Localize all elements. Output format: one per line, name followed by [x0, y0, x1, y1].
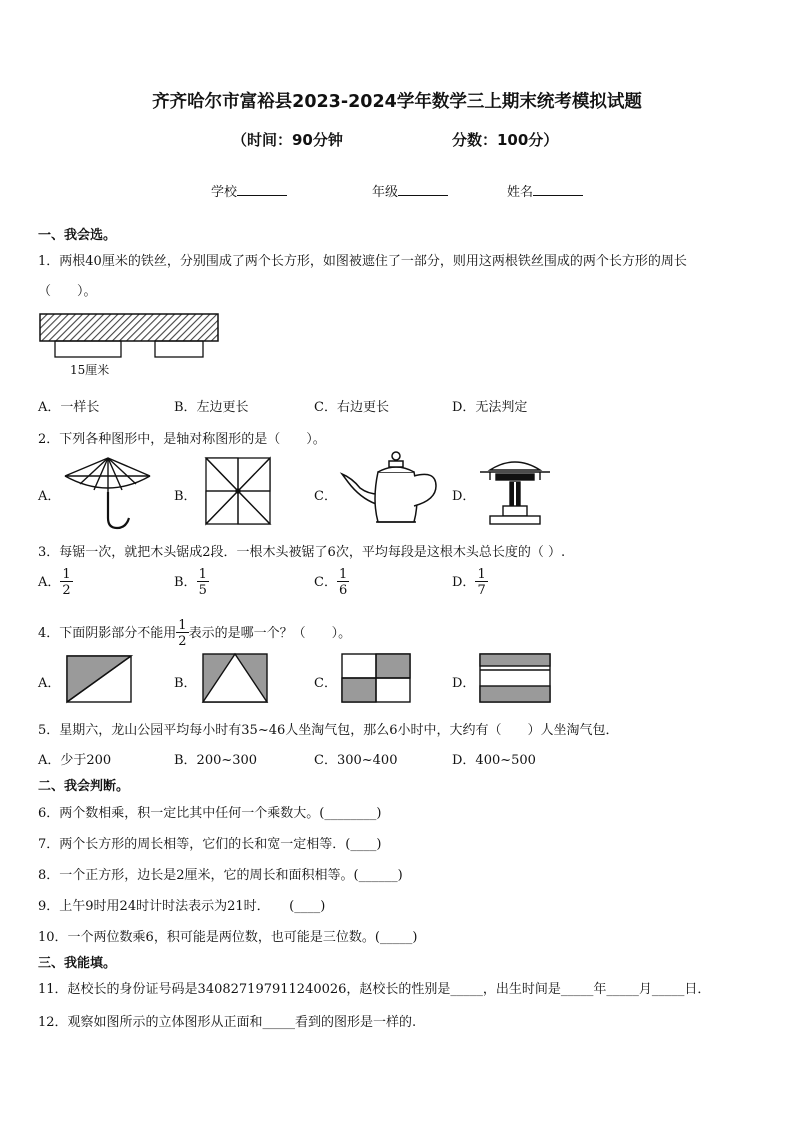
section3-heading: 三、我能填。: [38, 956, 117, 971]
q3-option-b-fraction: $\frac{1}{5}$: [198, 567, 207, 598]
q5-option-d[interactable]: D．400~500: [452, 753, 536, 768]
q4-text-before: 4．下面阴影部分不能用: [38, 626, 177, 641]
name-label: 姓名: [507, 185, 534, 200]
q1-option-b[interactable]: B．左边更长: [174, 400, 249, 415]
q2-option-a[interactable]: A．: [38, 489, 61, 504]
judge-item-6: 6．两个数相乘，积一定比其中任何一个乘数大。(________): [38, 806, 382, 821]
q1-text-line2: （ ）。: [38, 284, 97, 299]
judge-item-8: 8．一个正方形，边长是2厘米，它的周长和面积相等。(______): [38, 868, 403, 883]
q1-option-c[interactable]: C．右边更长: [314, 400, 389, 415]
q4-option-a[interactable]: A．: [38, 676, 61, 691]
q3-option-b-label: B．: [174, 575, 197, 590]
q3-option-c-label: C．: [314, 575, 337, 590]
grade-label: 年级: [372, 185, 399, 200]
q5-text: 5．星期六，龙山公园平均每小时有35~46人坐淘气包，那么6小时中，大约有（ ）人坐淘气包．: [38, 723, 619, 738]
q2-option-b[interactable]: B．: [174, 489, 197, 504]
page-title: 齐齐哈尔市富裕县2023-2024学年数学三上期末统考模拟试题: [152, 92, 642, 112]
q3-option-c-fraction: $\frac{1}{6}$: [338, 567, 348, 598]
fill-item-12: 12．观察如图所示的立体图形从正面和_____看到的图形是一样的.: [38, 1015, 417, 1030]
q3-option-d-fraction: $\frac{1}{7}$: [477, 567, 486, 598]
q4-text-after: 表示的是哪一个？（ ）。: [188, 626, 352, 641]
q1-option-d[interactable]: D．无法判定: [452, 400, 528, 415]
q4-option-b[interactable]: B．: [174, 676, 197, 691]
fill-item-11: 11．赵校长的身份证号码是340827197911240026，赵校长的性别是_____，出生时间是_____年_____月_____日．: [38, 982, 711, 997]
q5-option-c[interactable]: C．300~400: [314, 753, 398, 768]
q2-option-c[interactable]: C．: [314, 489, 337, 504]
q4-figure-a: [67, 656, 131, 702]
q3-option-a-label: A．: [38, 575, 61, 590]
section2-heading: 二、我会判断。: [38, 779, 130, 794]
judge-item-9: 9．上午9时用24时计时法表示为21时． (____): [38, 899, 326, 914]
q1-text-line1: 1．两根40厘米的铁丝，分别围成了两个长方形，如图被遮住了一部分，则用这两根铁丝围成的两个长方形的周长: [38, 254, 687, 269]
judge-item-10: 10．一个两位数乘6，积可能是两位数，也可能是三位数。(_____): [38, 930, 418, 945]
q2-text: 2．下列各种图形中，是轴对称图形的是（ ）。: [38, 432, 326, 447]
q4-figure-b: [203, 654, 267, 702]
q1-option-a[interactable]: A．一样长: [38, 400, 100, 415]
q5-option-a[interactable]: A．少于200: [38, 753, 112, 768]
exam-score: 分数：100分）: [452, 131, 559, 149]
q3-option-d-label: D．: [452, 575, 476, 590]
q4-fraction: $\frac{1}{2}$: [178, 618, 187, 649]
q4-figure-d: [480, 654, 550, 702]
q4-figure-c: [342, 654, 410, 702]
section1-heading: 一、我会选。: [38, 228, 117, 243]
judge-item-7: 7．两个长方形的周长相等，它们的长和宽一定相等．(____): [38, 837, 382, 852]
q4-option-c[interactable]: C．: [314, 676, 337, 691]
school-label: 学校: [211, 185, 238, 200]
q3-text: 3．每锯一次，就把木头锯成2段．一根木头被锯了6次，平均每段是这根木头总长度的（ ）.: [38, 545, 566, 560]
q5-option-b[interactable]: B．200~300: [174, 753, 258, 768]
q3-option-a-fraction: $\frac{1}{2}$: [62, 567, 71, 598]
q1-figure-label: 15厘米: [70, 363, 110, 377]
exam-time: （时间：90分钟: [232, 131, 343, 149]
q2-option-d[interactable]: D．: [452, 489, 476, 504]
q4-option-d[interactable]: D．: [452, 676, 476, 691]
